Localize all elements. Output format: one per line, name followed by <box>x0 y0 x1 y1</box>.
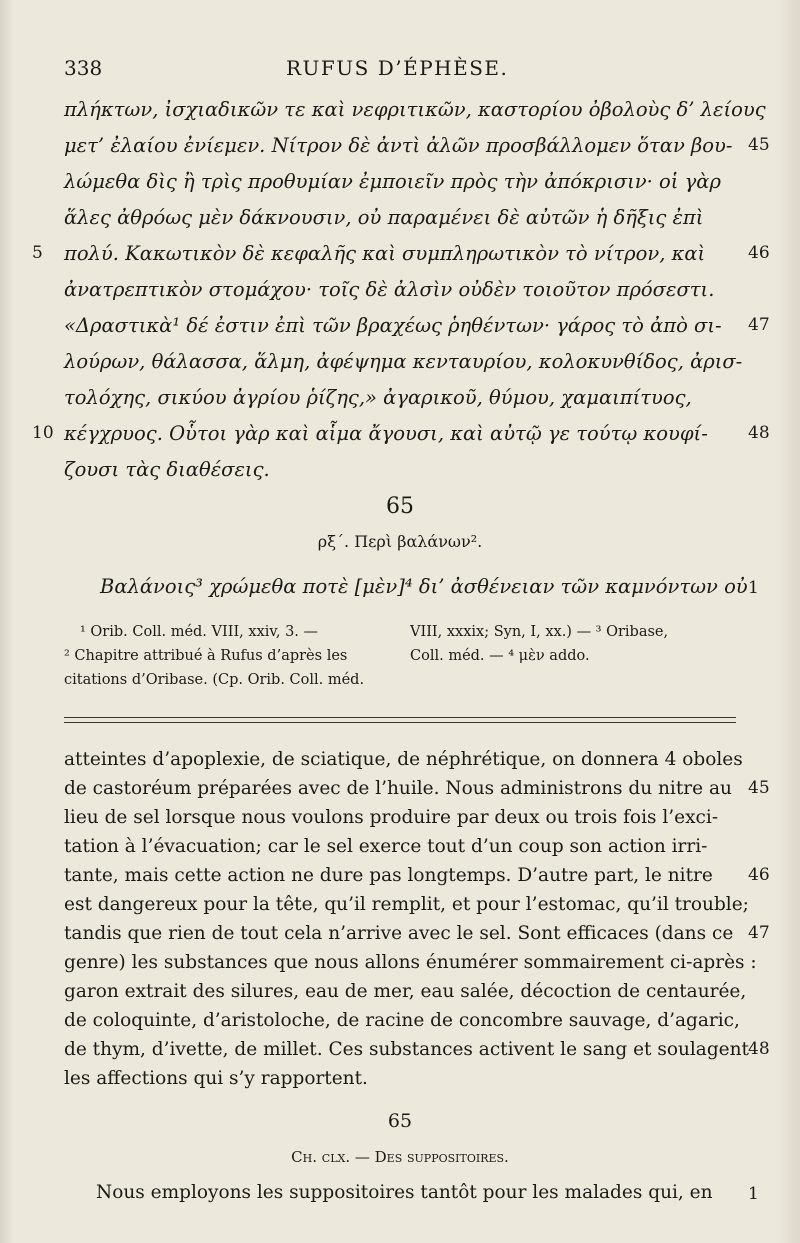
french-line: est dangereux pour la tête, qu’il remplit, et pour l’estomac, qu’il trouble; <box>64 894 749 915</box>
greek-section-number: 65 <box>386 494 414 519</box>
french-section-number: 65 <box>387 1110 413 1132</box>
french-line: de thym, d’ivette, de millet. Ces substances activent le sang et soulagent <box>64 1039 749 1060</box>
french-line: les affections qui s’y rapportent. <box>64 1068 368 1089</box>
french-line: garon extrait des silures, eau de mer, eau salée, décoction de centaurée, <box>64 981 747 1002</box>
footnote-line: Coll. méd. — ⁴ μὲν addo. <box>410 648 590 664</box>
footnote-line: VIII, xxxix; Syn, I, xx.) — ³ Oribase, <box>410 624 669 640</box>
greek-line: ἀνατρεπτικὸν στομάχου· τοῖς δὲ ἀλσὶν οὐδὲν τοιοῦτον πρόσεστι. <box>64 278 715 301</box>
greek-line: μετ’ ἐλαίου ἐνίεμεν. Νίτρον δὲ ἀντὶ ἀλῶν προσβάλλομεν ὅταν βου- <box>64 134 733 157</box>
page-number: 338 <box>64 56 103 80</box>
separator-rule <box>64 717 736 718</box>
french-line: atteintes d’apoplexie, de sciatique, de néphrétique, on donnera 4 oboles <box>64 749 743 770</box>
footnote-line: citations d’Oribase. (Cp. Orib. Coll. méd. <box>64 672 365 688</box>
greek-line: λούρων, θάλασσα, ἅλμη, ἀφέψημα κενταυρίου, κολοκυνθίδος, ἀρισ- <box>64 350 743 373</box>
line-number-right: 48 <box>748 1039 770 1059</box>
line-number-right: 45 <box>748 778 770 798</box>
french-line: de coloquinte, d’aristoloche, de racine de concombre sauvage, d’agaric, <box>64 1010 740 1031</box>
french-line: genre) les substances que nous allons énumérer sommairement ci-après : <box>64 952 757 973</box>
line-number-right: 48 <box>748 423 770 443</box>
greek-line: τολόχης, σικύου ἀγρίου ῥίζης,» ἀγαρικοῦ, θύμου, χαμαιπίτυος, <box>64 386 692 409</box>
line-number-left: 5 <box>32 243 43 263</box>
line-number-right: 46 <box>748 243 770 263</box>
greek-line: ἅλες ἀθρόως μὲν δάκνουσιν, οὐ παραμένει δὲ αὐτῶν ἡ δῆξις ἐπὶ <box>64 206 704 229</box>
french-section-title: Ch. clx. — Des suppositoires. <box>291 1148 509 1166</box>
greek-line: πολύ. Κακωτικὸν δὲ κεφαλῆς καὶ συμπληρωτικὸν τὸ νίτρον, καὶ <box>64 242 706 265</box>
french-line: de castoréum préparées avec de l’huile. Nous administrons du nitre au <box>64 778 732 799</box>
separator-rule <box>64 722 736 723</box>
greek-line: Βαλάνοις³ χρώμεθα ποτὲ [μὲν]⁴ δι’ ἀσθένειαν τῶν καμνόντων οὐ <box>100 575 748 598</box>
french-line: lieu de sel lorsque nous voulons produire par deux ou trois fois l’exci- <box>64 807 719 828</box>
greek-line: κέγχρυος. Οὗτοι γὰρ καὶ αἷμα ἄγουσι, καὶ αὐτῷ γε τούτῳ κουφί- <box>64 422 708 445</box>
footnote-line: ² Chapitre attribué à Rufus d’après les <box>64 648 348 664</box>
french-line: tandis que rien de tout cela n’arrive avec le sel. Sont efficaces (dans ce <box>64 923 734 944</box>
line-number-right: 1 <box>748 1184 759 1204</box>
line-number-right: 47 <box>748 315 770 335</box>
line-number-right: 47 <box>748 923 770 943</box>
french-line: Nous employons les suppositoires tantôt pour les malades qui, en <box>96 1182 713 1203</box>
greek-section-title: ρξ΄. Περὶ βαλάνων². <box>317 532 483 551</box>
greek-line: λώμεθα δὶς ἢ τρὶς προθυμίαν ἐμποιεῖν πρὸς τὴν ἀπόκρισιν· οἱ γὰρ <box>64 170 721 193</box>
line-number-left: 10 <box>32 423 54 443</box>
french-line: tante, mais cette action ne dure pas longtemps. D’autre part, le nitre <box>64 865 713 886</box>
french-line: tation à l’évacuation; car le sel exerce tout d’un coup son action irri- <box>64 836 708 857</box>
footnote-line: ¹ Orib. Coll. méd. VIII, xxiv, 3. — <box>80 624 319 640</box>
running-title: RUFUS D’ÉPHÈSE. <box>286 56 509 80</box>
page-header <box>64 56 734 86</box>
line-number-right: 45 <box>748 135 770 155</box>
line-number-right: 1 <box>748 578 759 598</box>
greek-line: «Δραστικὰ¹ δέ ἐστιν ἐπὶ τῶν βραχέως ῥηθέντων· γάρος τὸ ἀπὸ σι- <box>64 314 722 337</box>
greek-line: πλήκτων, ἰσχιαδικῶν τε καὶ νεφριτικῶν, καστορίου ὀβολοὺς δ’ λείους <box>64 98 766 121</box>
greek-line: ζουσι τὰς διαθέσεις. <box>64 458 270 481</box>
line-number-right: 46 <box>748 865 770 885</box>
